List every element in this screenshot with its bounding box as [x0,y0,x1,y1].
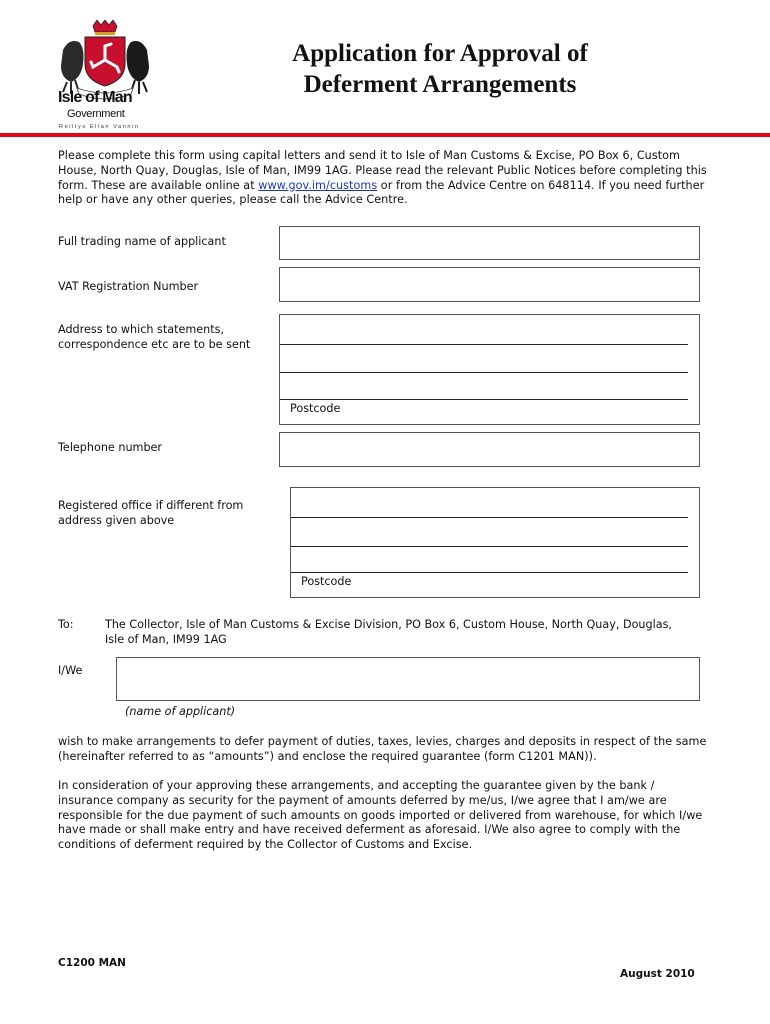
registered-line-1 [291,517,688,518]
address-field[interactable] [279,314,700,425]
form-code: C1200 MAN [58,957,126,969]
consideration-paragraph: In consideration of your approving these arrangements, and accepting the guarantee given by the bank / insurance company as security for the payment of amounts deferred by me/us, I/we agree that I am/we are responsible for the due payment of such amounts on goods imported or delivered from warehouse, for which I/we have made or shall make entry and have received deferment as aforesaid. I/We also agree to comply with the conditions of deferment required by the Collector of Customs and Excise. [58,779,703,852]
intro-paragraph [58,149,708,208]
telephone-label: Telephone number [58,441,163,454]
trading-name-label: Full trading name of applicant [58,235,226,248]
registered-postcode-label: Postcode [301,575,352,588]
address-label-line-1: Address to which statements, [58,323,225,336]
intro-text-before: Please complete this form using capital letters and send it to Isle of Man Customs & Excise, PO Box 6, Custom House, North Quay, Douglas, Isle of Man, IM99 1AG. Please read the relevant Public Notices before completing this form. These are available online at [58,149,707,192]
registered-office-label-line-2: address given above [58,514,175,527]
logo-government-text: Government [67,108,125,120]
collector-address-line-1: The Collector, Isle of Man Customs & Excise Division, PO Box 6, Custom House, North Quay, Douglas, [105,618,672,631]
form-date: August 2010 [620,968,695,980]
registered-line-3 [291,572,688,573]
address-line-1 [280,344,688,345]
registered-office-field[interactable] [290,487,700,598]
title-line-1: Application for Approval of [292,40,588,67]
vat-number-field[interactable] [279,267,700,302]
logo-wordmark: Isle of Man [58,89,132,106]
page-title [260,38,620,100]
logo-manx-text: Reiltys Ellan Vannin [59,124,140,130]
address-postcode-label: Postcode [290,402,341,415]
collector-address-line-2: Isle of Man, IM99 1AG [105,633,227,646]
address-line-3 [280,399,688,400]
intro-text-after: or from the Advice Centre on 648114. If you need further help or have any other queries, please call the Advice Centre. [58,178,705,207]
applicant-name-caption: (name of applicant) [125,705,236,718]
deferment-paragraph: wish to make arrangements to defer payment of duties, taxes, levies, charges and deposits in respect of the same (hereinafter referred to as “amounts”) and enclose the required guarantee (form C1201 MAN)). [58,735,707,763]
title-line-2: Deferment Arrangements [303,71,577,98]
to-label: To: [58,618,74,631]
customs-website-link[interactable]: www.gov.im/customs [258,178,378,192]
vat-number-label: VAT Registration Number [58,280,199,293]
registered-office-label-line-1: Registered office if different from [58,499,244,512]
trading-name-field[interactable] [279,226,700,260]
iwe-label: I/We [58,664,83,677]
address-line-2 [280,372,688,373]
header-divider [0,133,770,137]
registered-line-2 [291,546,688,547]
address-label-line-2: correspondence etc are to be sent [58,338,251,351]
applicant-name-field[interactable] [116,657,700,701]
telephone-field[interactable] [279,432,700,467]
